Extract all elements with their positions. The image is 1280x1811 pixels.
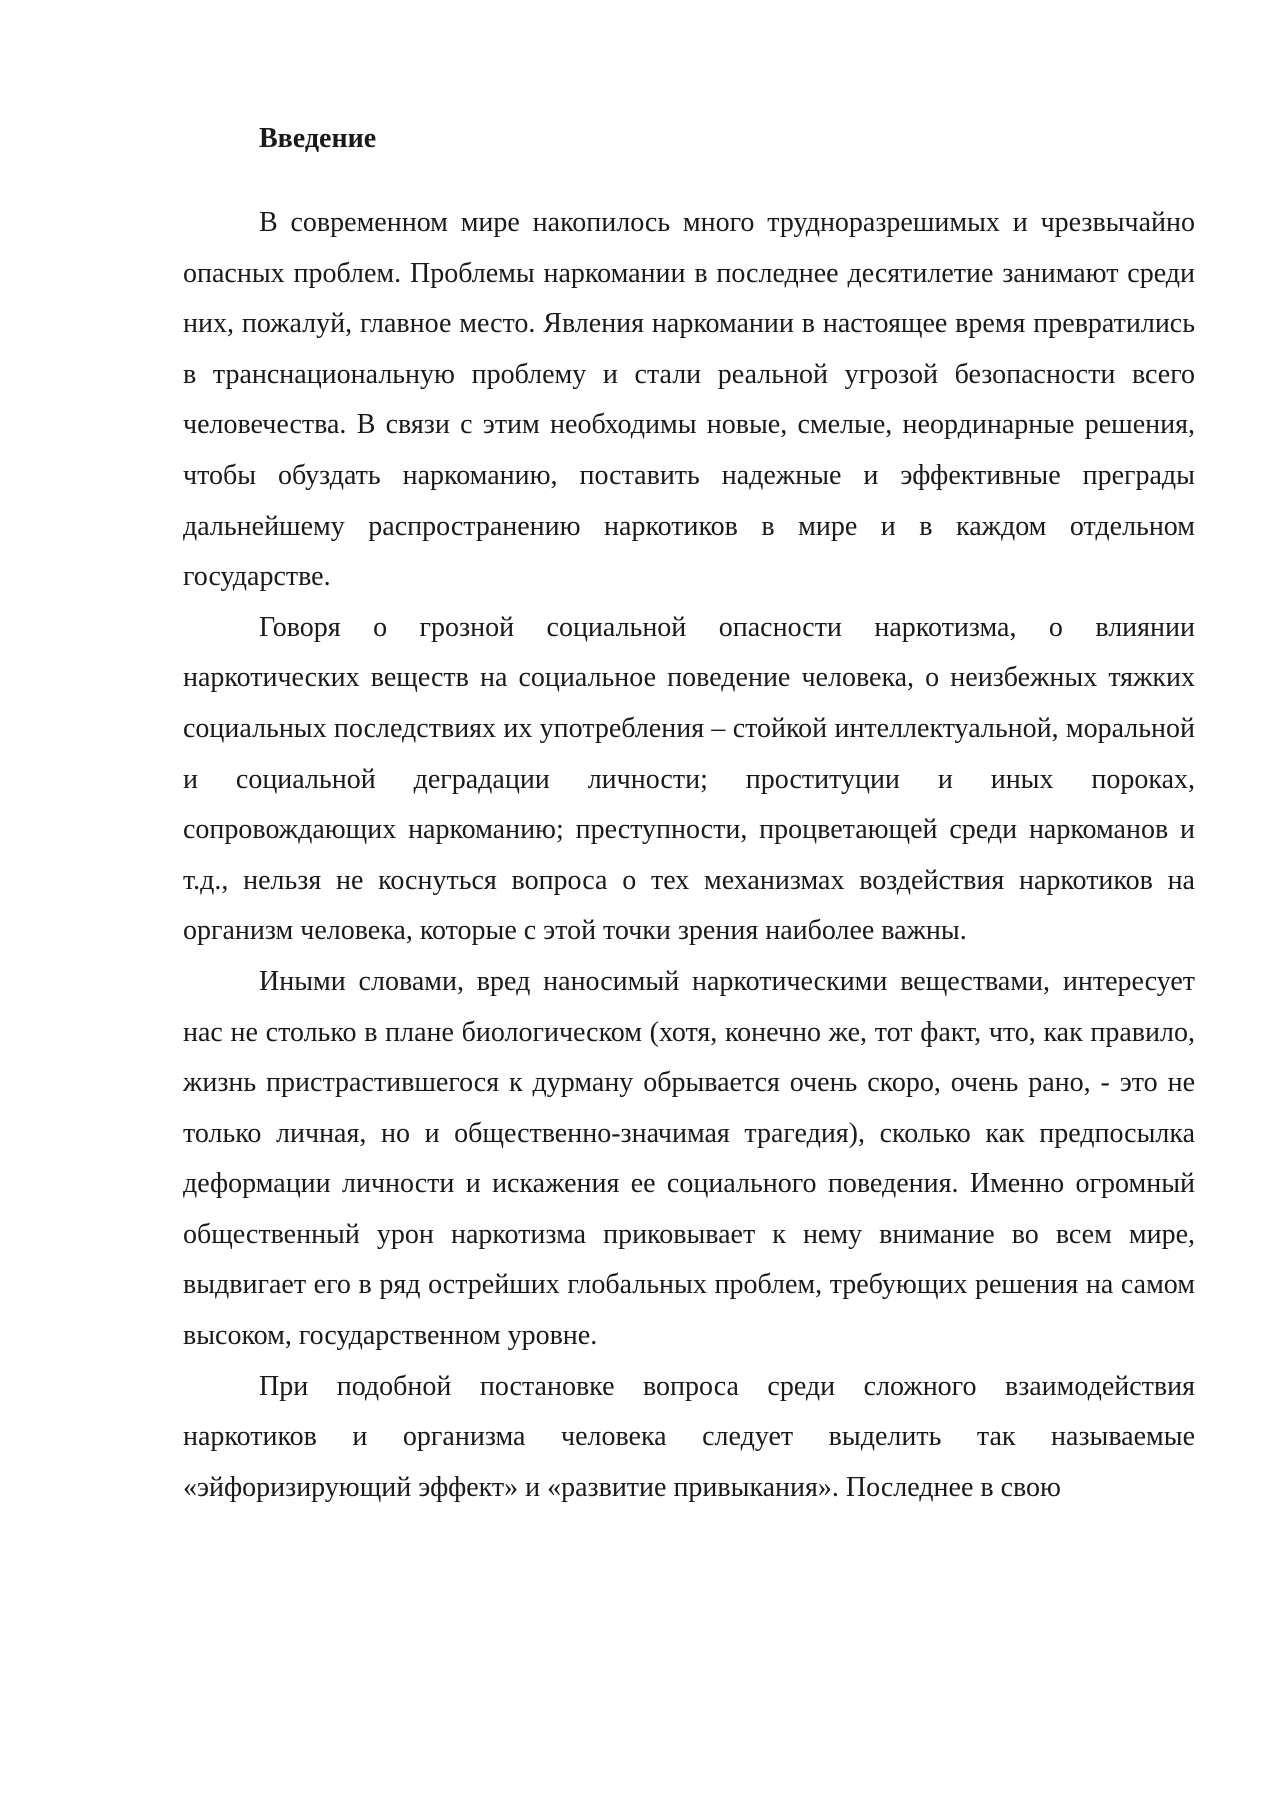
section-heading: Введение [259, 123, 377, 154]
document-page [183, 118, 1195, 1513]
paragraph-2: Говоря о грозной социальной опасности наркотизма, о влиянии наркотических веществ на социальное поведение человека, о неизбежных тяжких социальных последствиях их употребления – стойкой интеллектуальной, моральной и социальной деградации личности; проституции и иных пороках, сопровождающих наркоманию; преступности, процветающей среди наркоманов и т.д., нельзя не коснуться вопроса о тех механизмах воздействия наркотиков на организм человека, которые с этой точки зрения наиболее важны. [183, 611, 1195, 947]
paragraph-3: Иными словами, вред наносимый наркотическими веществами, интересует нас не столько в плане биологическом (хотя, конечно же, тот факт, что, как правило, жизнь пристрастившегося к дурману обрывается очень скоро, очень рано, - это не только личная, но и общественно-значимая трагедия), сколько как предпосылка деформации личности и искажения ее социального поведения. Именно огромный общественный урон наркотизма приковывает к нему внимание во всем мире, выдвигает его в ряд острейших глобальных проблем, требующих решения на самом высоком, государственном уровне. [183, 965, 1195, 1352]
paragraph-1: В современном мире накопилось много трудноразрешимых и чрезвычайно опасных проблем. Проблемы наркомании в последнее десятилетие занимают среди них, пожалуй, главное место. Явления наркомании в настоящее время превратились в транснациональную проблему и стали реальной угрозой безопасности всего человечества. В связи с этим необходимы новые, смелые, неординарные решения, чтобы обуздать наркоманию, поставить надежные и эффективные преграды дальнейшему распространению наркотиков в мире и в каждом отдельном государстве. [183, 207, 1195, 593]
paragraph-4: При подобной постановке вопроса среди сложного взаимодействия наркотиков и организма человека следует выделить так называемые «эйфоризирующий эффект» и «развитие привыкания». Последнее в свою [183, 1370, 1195, 1503]
